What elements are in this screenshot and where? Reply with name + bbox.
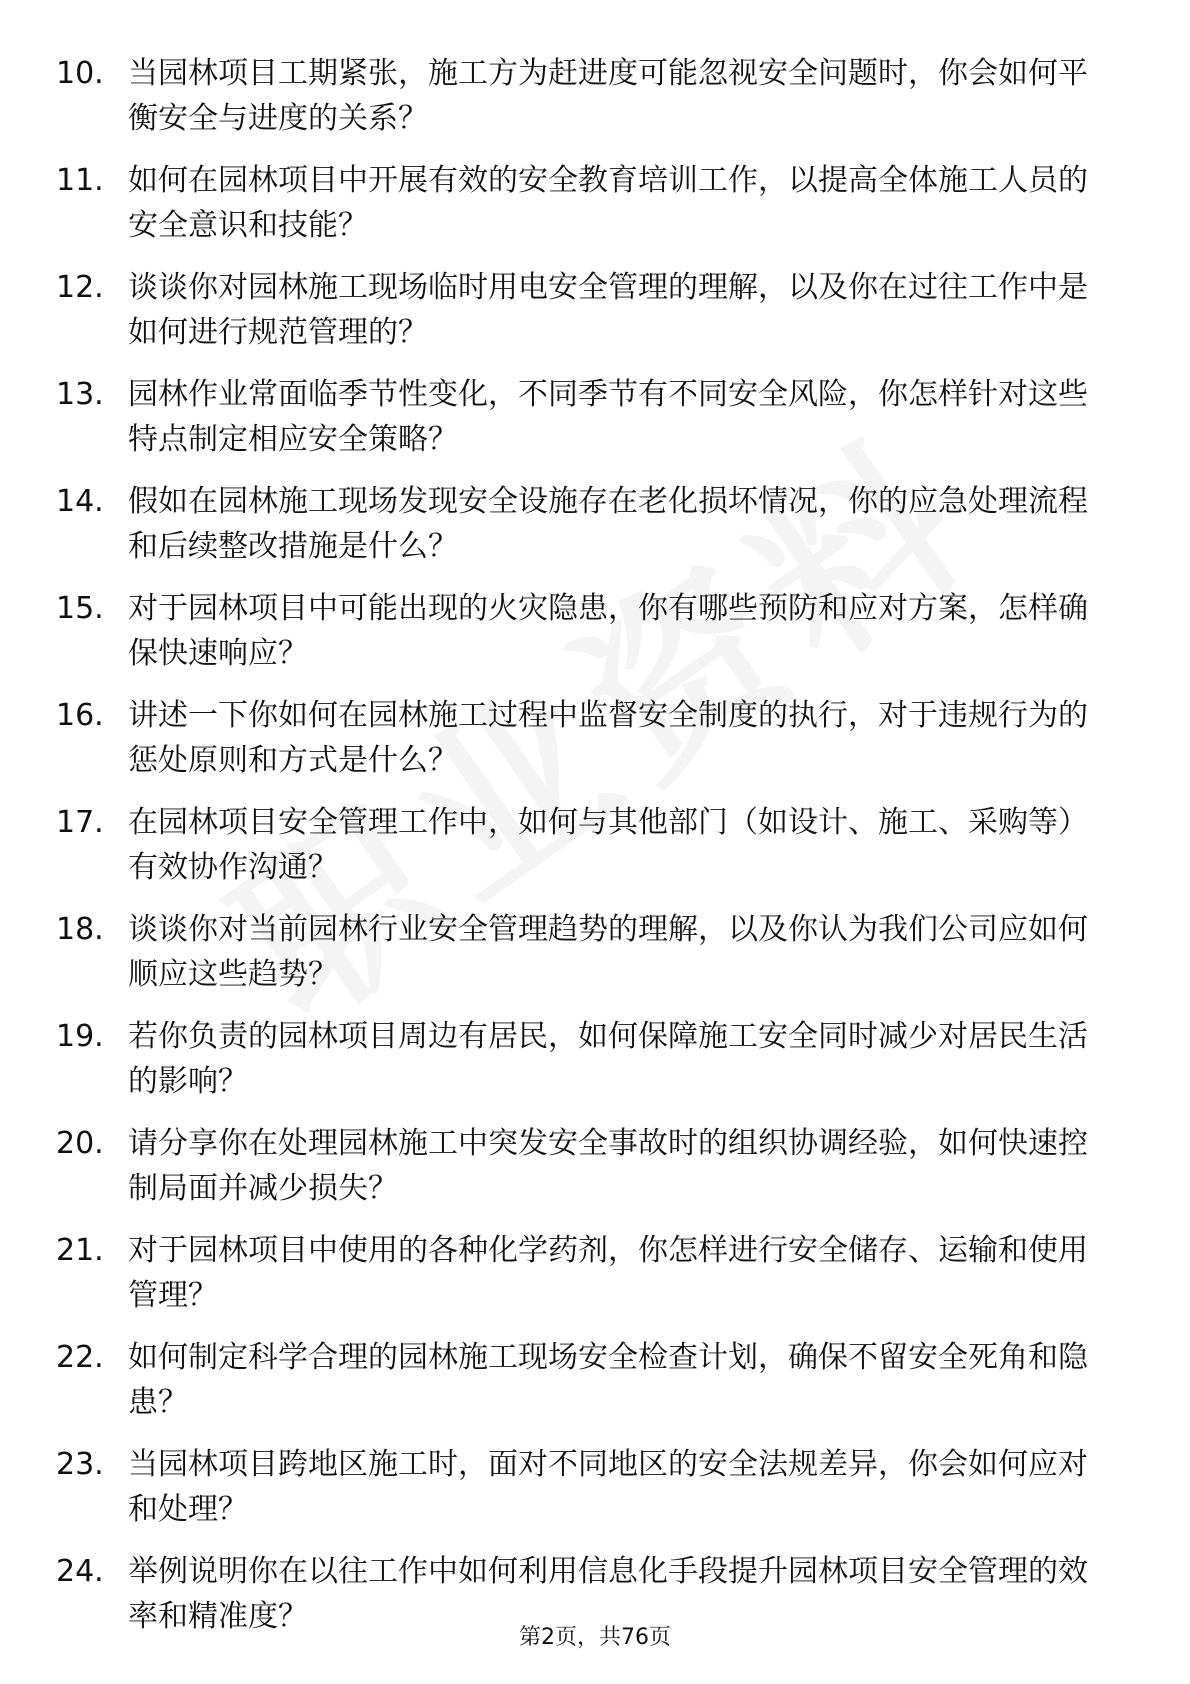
question-item	[56, 907, 1116, 997]
question-number: 20.	[56, 1126, 104, 1161]
question-number: 10.	[56, 56, 104, 91]
question-text: 讲述一下你如何在园林施工过程中监督安全制度的执行，对于违规行为的惩处原则和方式是什么？	[128, 698, 1088, 778]
question-number: 18.	[56, 912, 104, 947]
question-number: 19.	[56, 1019, 104, 1054]
question-text: 如何在园林项目中开展有效的安全教育培训工作，以提高全体施工人员的安全意识和技能？	[128, 163, 1088, 243]
question-text: 请分享你在处理园林施工中突发安全事故时的组织协调经验，如何快速控制局面并减少损失？	[128, 1126, 1088, 1206]
question-text: 谈谈你对当前园林行业安全管理趋势的理解，以及你认为我们公司应如何顺应这些趋势？	[128, 912, 1088, 992]
question-item	[56, 586, 1116, 676]
question-item	[56, 265, 1116, 355]
question-number: 23.	[56, 1447, 104, 1482]
question-text: 对于园林项目中可能出现的火灾隐患，你有哪些预防和应对方案，怎样确保快速响应？	[128, 591, 1088, 671]
question-number: 15.	[56, 591, 104, 626]
question-text: 当园林项目工期紧张，施工方为赶进度可能忽视安全问题时，你会如何平衡安全与进度的关系？	[128, 56, 1088, 136]
question-number: 17.	[56, 805, 104, 840]
question-number: 11.	[56, 163, 104, 198]
question-item	[56, 372, 1116, 462]
question-text: 对于园林项目中使用的各种化学药剂，你怎样进行安全储存、运输和使用管理？	[128, 1233, 1088, 1313]
question-text: 举例说明你在以往工作中如何利用信息化手段提升园林项目安全管理的效率和精准度？	[128, 1554, 1088, 1634]
question-number: 21.	[56, 1233, 104, 1268]
question-number: 22.	[56, 1340, 104, 1375]
question-item	[56, 1335, 1116, 1425]
question-item	[56, 1121, 1116, 1211]
question-item	[56, 51, 1116, 141]
question-text: 园林作业常面临季节性变化，不同季节有不同安全风险，你怎样针对这些特点制定相应安全策略？	[128, 377, 1088, 457]
page-number-footer: 第2页，共76页	[519, 1625, 671, 1650]
question-item	[56, 693, 1116, 783]
question-list	[56, 51, 1116, 1656]
question-text: 若你负责的园林项目周边有居民，如何保障施工安全同时减少对居民生活的影响？	[128, 1019, 1088, 1099]
question-text: 在园林项目安全管理工作中，如何与其他部门（如设计、施工、采购等）有效协作沟通？	[128, 805, 1088, 885]
question-number: 24.	[56, 1554, 104, 1589]
question-text: 谈谈你对园林施工现场临时用电安全管理的理解，以及你在过往工作中是如何进行规范管理的？	[128, 270, 1088, 350]
question-text: 假如在园林施工现场发现安全设施存在老化损坏情况，你的应急处理流程和后续整改措施是什么？	[128, 484, 1088, 564]
question-item	[56, 158, 1116, 248]
question-number: 12.	[56, 270, 104, 305]
question-text: 如何制定科学合理的园林施工现场安全检查计划，确保不留安全死角和隐患？	[128, 1340, 1088, 1420]
question-item	[56, 1442, 1116, 1532]
question-text: 当园林项目跨地区施工时，面对不同地区的安全法规差异，你会如何应对和处理？	[128, 1447, 1088, 1527]
question-item	[56, 1014, 1116, 1104]
question-number: 14.	[56, 484, 104, 519]
question-item	[56, 479, 1116, 569]
question-number: 13.	[56, 377, 104, 412]
question-item	[56, 800, 1116, 890]
question-number: 16.	[56, 698, 104, 733]
question-item	[56, 1228, 1116, 1318]
